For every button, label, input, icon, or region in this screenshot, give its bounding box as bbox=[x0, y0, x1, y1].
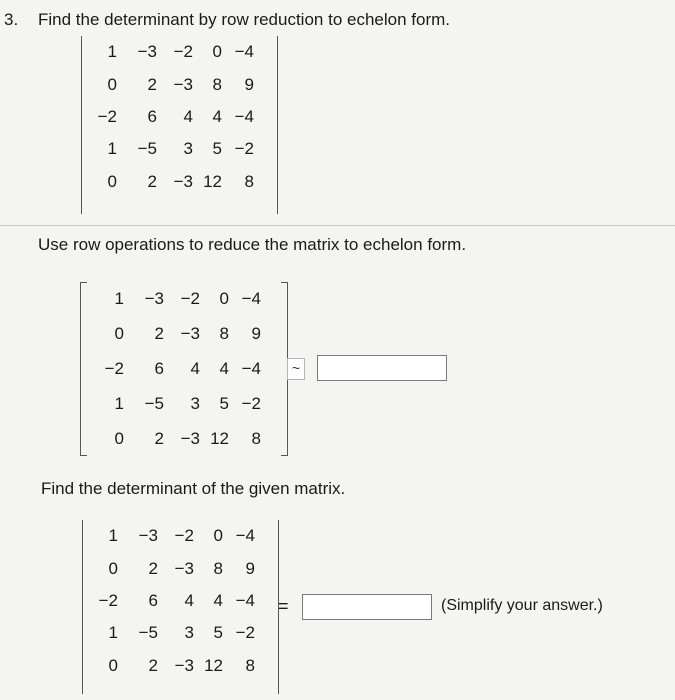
matrix-cell: 0 bbox=[107, 171, 117, 191]
matrix-cell: 9 bbox=[244, 74, 254, 94]
determinant-answer-input[interactable] bbox=[302, 594, 432, 620]
matrix-cell: 2 bbox=[147, 74, 157, 94]
matrix-cell: −4 bbox=[234, 42, 254, 62]
matrix-row bbox=[86, 281, 261, 316]
matrix-cell: 12 bbox=[210, 429, 229, 449]
matrix-cell: −4 bbox=[241, 358, 261, 378]
matrix-cell: 1 bbox=[114, 394, 124, 414]
simplify-hint: (Simplify your answer.) bbox=[441, 597, 603, 614]
matrix-cell: −2 bbox=[234, 139, 254, 159]
matrix-cell: 0 bbox=[107, 74, 117, 94]
matrix-row bbox=[80, 520, 255, 552]
matrix-cell: 2 bbox=[147, 171, 157, 191]
matrix-cell: 0 bbox=[114, 429, 124, 449]
matrix-cell: −4 bbox=[235, 590, 255, 610]
instruction-find-determinant: Find the determinant of the given matrix. bbox=[41, 479, 346, 498]
matrix-cell: −2 bbox=[97, 106, 117, 126]
matrix-cell: −3 bbox=[173, 171, 193, 191]
matrix-cell: 6 bbox=[147, 106, 157, 126]
matrix-cell: −4 bbox=[234, 106, 254, 126]
matrix-cell: −3 bbox=[173, 74, 193, 94]
matrix-cell: 1 bbox=[108, 526, 118, 546]
matrix-row bbox=[79, 133, 254, 165]
matrix-cell: 1 bbox=[114, 288, 124, 308]
matrix-cell: 4 bbox=[219, 358, 229, 378]
matrix-cell: −3 bbox=[144, 288, 164, 308]
matrix-cell: 8 bbox=[245, 655, 255, 675]
matrix-cell: 5 bbox=[212, 139, 222, 159]
matrix-cell: −3 bbox=[137, 42, 157, 62]
matrix-cell: 8 bbox=[219, 323, 229, 343]
matrix-cell: 4 bbox=[213, 590, 223, 610]
matrix-cell: −3 bbox=[174, 558, 194, 578]
matrix-cell: 5 bbox=[219, 394, 229, 414]
matrix-cell: 2 bbox=[148, 558, 158, 578]
matrix-cell: 0 bbox=[114, 323, 124, 343]
matrix-cell: −2 bbox=[241, 394, 261, 414]
instruction-row-reduce: Use row operations to reduce the matrix to echelon form. bbox=[38, 235, 467, 254]
matrix-cell: −5 bbox=[138, 623, 158, 643]
matrix-row bbox=[79, 68, 254, 100]
matrix-cell: −2 bbox=[173, 42, 193, 62]
matrix-cell: 2 bbox=[148, 655, 158, 675]
matrix-determinant-bottom bbox=[80, 520, 255, 682]
matrix-determinant-top bbox=[79, 36, 254, 198]
matrix-cell: 5 bbox=[213, 623, 223, 643]
matrix-cell: −3 bbox=[180, 429, 200, 449]
matrix-row-reduction bbox=[86, 281, 261, 457]
matrix-row bbox=[79, 101, 254, 133]
matrix-cell: 8 bbox=[213, 558, 223, 578]
matrix-cell: −2 bbox=[104, 358, 124, 378]
matrix-cell: 4 bbox=[212, 106, 222, 126]
matrix-row bbox=[86, 316, 261, 351]
equals-sign: = bbox=[278, 596, 289, 616]
matrix-cell: 12 bbox=[204, 655, 223, 675]
matrix-cell: 3 bbox=[190, 394, 200, 414]
matrix-row bbox=[86, 351, 261, 386]
matrix-cell: 0 bbox=[219, 288, 229, 308]
matrix-row bbox=[79, 166, 254, 198]
matrix-cell: 0 bbox=[213, 526, 223, 546]
matrix-cell: 9 bbox=[251, 323, 261, 343]
matrix-cell: 4 bbox=[183, 106, 193, 126]
matrix-cell: −3 bbox=[174, 655, 194, 675]
problem-number: 3. bbox=[4, 10, 19, 29]
matrix-cell: −3 bbox=[138, 526, 158, 546]
matrix-cell: 12 bbox=[203, 171, 222, 191]
matrix-cell: −5 bbox=[144, 394, 164, 414]
matrix-cell: 8 bbox=[251, 429, 261, 449]
matrix-cell: 9 bbox=[245, 558, 255, 578]
matrix-cell: 6 bbox=[148, 590, 158, 610]
matrix-cell: 8 bbox=[212, 74, 222, 94]
matrix-cell: 2 bbox=[154, 429, 164, 449]
matrix-cell: −2 bbox=[174, 526, 194, 546]
matrix-cell: 0 bbox=[108, 558, 118, 578]
matrix-row bbox=[80, 585, 255, 617]
matrix-row bbox=[80, 552, 255, 584]
matrix-row bbox=[86, 422, 261, 457]
matrix-cell: −3 bbox=[180, 323, 200, 343]
matrix-cell: 4 bbox=[184, 590, 194, 610]
matrix-row bbox=[86, 387, 261, 422]
matrix-cell: 1 bbox=[108, 623, 118, 643]
det-bar-right bbox=[277, 36, 278, 214]
matrix-cell: 1 bbox=[107, 139, 117, 159]
echelon-form-answer-input[interactable] bbox=[317, 355, 447, 381]
matrix-cell: 8 bbox=[244, 171, 254, 191]
matrix-cell: −2 bbox=[180, 288, 200, 308]
section-divider bbox=[0, 225, 675, 226]
matrix-cell: 3 bbox=[184, 623, 194, 643]
matrix-cell: 3 bbox=[183, 139, 193, 159]
matrix-cell: −2 bbox=[235, 623, 255, 643]
matrix-row bbox=[80, 617, 255, 649]
matrix-row bbox=[79, 36, 254, 68]
matrix-cell: 1 bbox=[107, 42, 117, 62]
matrix-cell: −4 bbox=[241, 288, 261, 308]
matrix-cell: 6 bbox=[154, 358, 164, 378]
matrix-cell: 2 bbox=[154, 323, 164, 343]
matrix-cell: −5 bbox=[137, 139, 157, 159]
matrix-row bbox=[80, 650, 255, 682]
problem-title: Find the determinant by row reduction to echelon form. bbox=[38, 10, 450, 29]
row-equivalence-selector[interactable]: ~ bbox=[287, 358, 305, 380]
matrix-cell: 4 bbox=[190, 358, 200, 378]
matrix-cell: −2 bbox=[98, 590, 118, 610]
matrix-cell: 0 bbox=[212, 42, 222, 62]
matrix-cell: −4 bbox=[235, 526, 255, 546]
matrix-cell: 0 bbox=[108, 655, 118, 675]
